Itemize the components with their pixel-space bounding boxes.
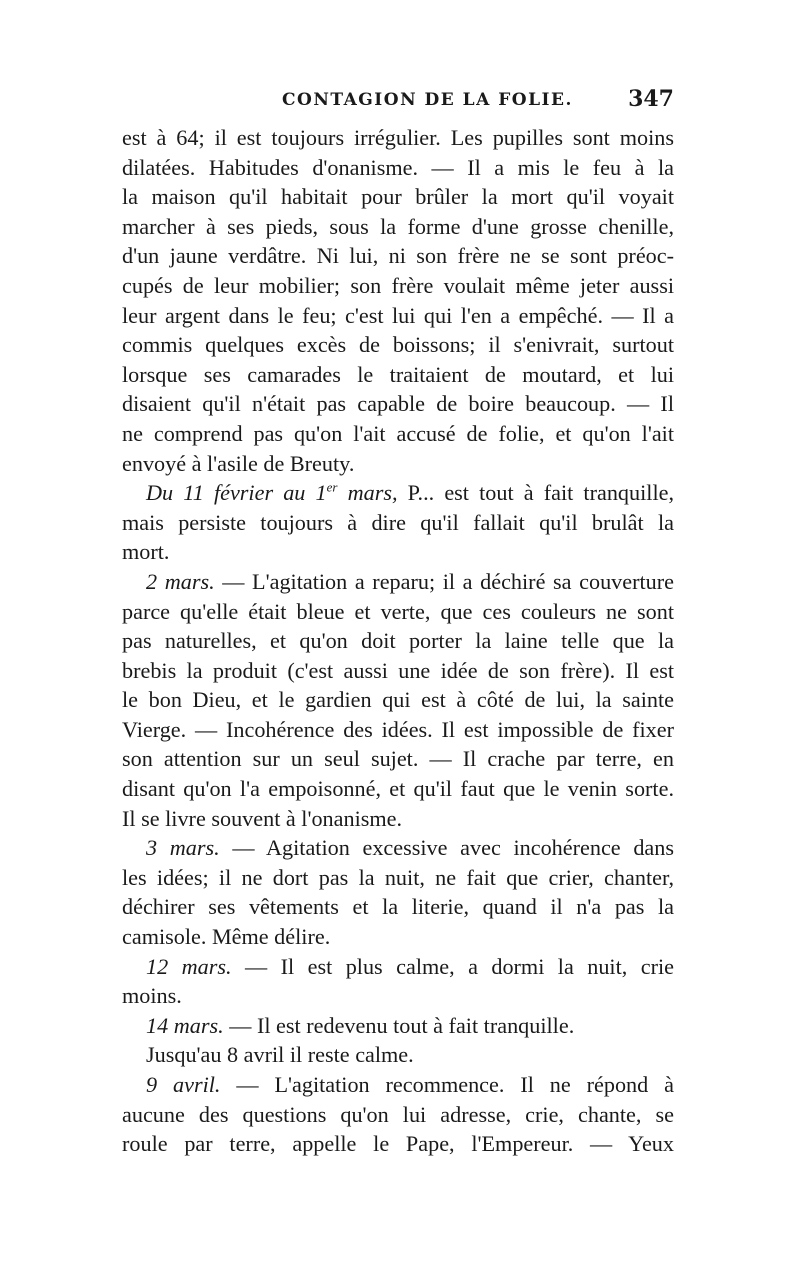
entry-march-12 <box>122 952 674 1011</box>
text-line: Il se livre souvent à l'onanisme. <box>122 805 403 831</box>
text-line: aucune des questions qu'on lui adresse, crie, chante, se <box>122 1101 674 1127</box>
entry-date: Du 11 <box>146 480 204 506</box>
text-line: envoyé à l'asile de Breuty. <box>122 450 355 476</box>
text-line: Jusqu'au 8 avril il reste calme. <box>146 1042 414 1068</box>
entry-april-9 <box>122 1070 674 1159</box>
running-title: CONTAGION DE LA FOLIE. <box>282 90 573 110</box>
text-line: roule par terre, appelle le Pape, l'Empereur. — Yeux <box>122 1131 674 1157</box>
entry-date: 3 mars. <box>146 835 220 861</box>
paragraph-continuation <box>122 123 674 478</box>
text-line: pas naturelles, et qu'on doit porter la laine telle que la <box>122 628 674 654</box>
text-line: disaient qu'il n'était pas capable de boire beaucoup. — Il <box>122 391 674 417</box>
text-line: brebis la produit (c'est aussi une idée de son frère). Il est <box>122 657 674 683</box>
text-line: leur argent dans le feu; c'est lui qui l'en a empêché. — Il a <box>122 302 674 328</box>
text-line: mais persiste toujours à dire qu'il fallait qu'il brulât la <box>122 509 674 535</box>
entry-first-line <box>122 1070 674 1100</box>
text-line: mort. <box>122 539 170 565</box>
entry-date: 9 avril. <box>146 1072 221 1097</box>
text-line: cupés de leur mobilier; son frère voulait même jeter aussi <box>122 272 674 298</box>
text-line: déchirer ses vêtements et la literie, quand il n'a pas la <box>122 894 674 920</box>
text-line: camisole. Même délire. <box>122 924 331 950</box>
text-line: le bon Dieu, et le gardien qui est à côté de lui, la sainte <box>122 687 674 713</box>
entry-february <box>122 478 674 567</box>
entry-text: — L'agitation a reparu; il a déchiré sa couverture <box>214 568 674 594</box>
text-line: les idées; il ne dort pas la nuit, ne fait que crier, chanter, <box>122 864 674 890</box>
text-line: ne comprend pas qu'on l'ait accusé de folie, et qu'on l'ait <box>122 420 674 446</box>
entry-march-14 <box>122 1011 674 1070</box>
text-line: commis quelques excès de boissons; il s'enivrait, surtout <box>122 332 674 358</box>
entry-date: février au 1 <box>213 480 327 506</box>
entry-date: 2 mars. <box>146 568 215 594</box>
text-line: dilatées. Habitudes d'onanisme. — Il a mis le feu à la <box>122 154 674 180</box>
text-line: moins. <box>122 983 182 1009</box>
entry-first-line <box>122 567 674 597</box>
running-head <box>122 86 674 120</box>
text-line: parce qu'elle était bleue et verte, que ces couleurs ne sont <box>122 598 674 624</box>
entry-first-line <box>122 1011 674 1041</box>
text-line: d'un jaune verdâtre. Ni lui, ni son frère ne se sont préoc- <box>122 243 674 269</box>
text-line: lorsque ses camarades le traitaient de moutard, et lui <box>122 361 674 387</box>
entry-text: — Agitation excessive avec incohérence dans <box>219 835 674 861</box>
entry-march-3 <box>122 833 674 951</box>
entry-date: 12 mars. <box>146 953 232 979</box>
text-line: est à 64; il est toujours irrégulier. Les pupilles sont moins <box>122 125 674 150</box>
entry-march-2 <box>122 567 674 833</box>
entry-date-superscript: er <box>326 479 338 495</box>
entry-first-line <box>122 833 674 863</box>
text-line: son attention sur un seul sujet. — Il crache par terre, en <box>122 746 674 772</box>
text-line: marcher à ses pieds, sous la forme d'une grosse chenille, <box>122 213 674 239</box>
entry-date: mars, <box>347 480 398 506</box>
entry-date: 14 mars. <box>146 1012 224 1038</box>
text-line: Vierge. — Incohérence des idées. Il est impossible de fixer <box>122 716 674 742</box>
entry-first-line <box>122 952 674 982</box>
text-line: disant qu'on l'a empoisonné, et qu'il faut que le venin sorte. <box>122 776 674 802</box>
entry-text: P... est tout à fait tranquille, <box>397 480 674 506</box>
entry-text: — Il est redevenu tout à fait tranquille. <box>223 1012 575 1038</box>
entry-first-line <box>122 478 674 508</box>
entry-text: — Il est plus calme, a dormi la nuit, crie <box>231 953 674 979</box>
body-text <box>122 123 674 1159</box>
entry-text: — L'agitation recommence. Il ne répond à <box>220 1072 674 1097</box>
text-line: la maison qu'il habitait pour brûler la mort qu'il voyait <box>122 184 674 210</box>
page-number: 347 <box>628 86 674 112</box>
